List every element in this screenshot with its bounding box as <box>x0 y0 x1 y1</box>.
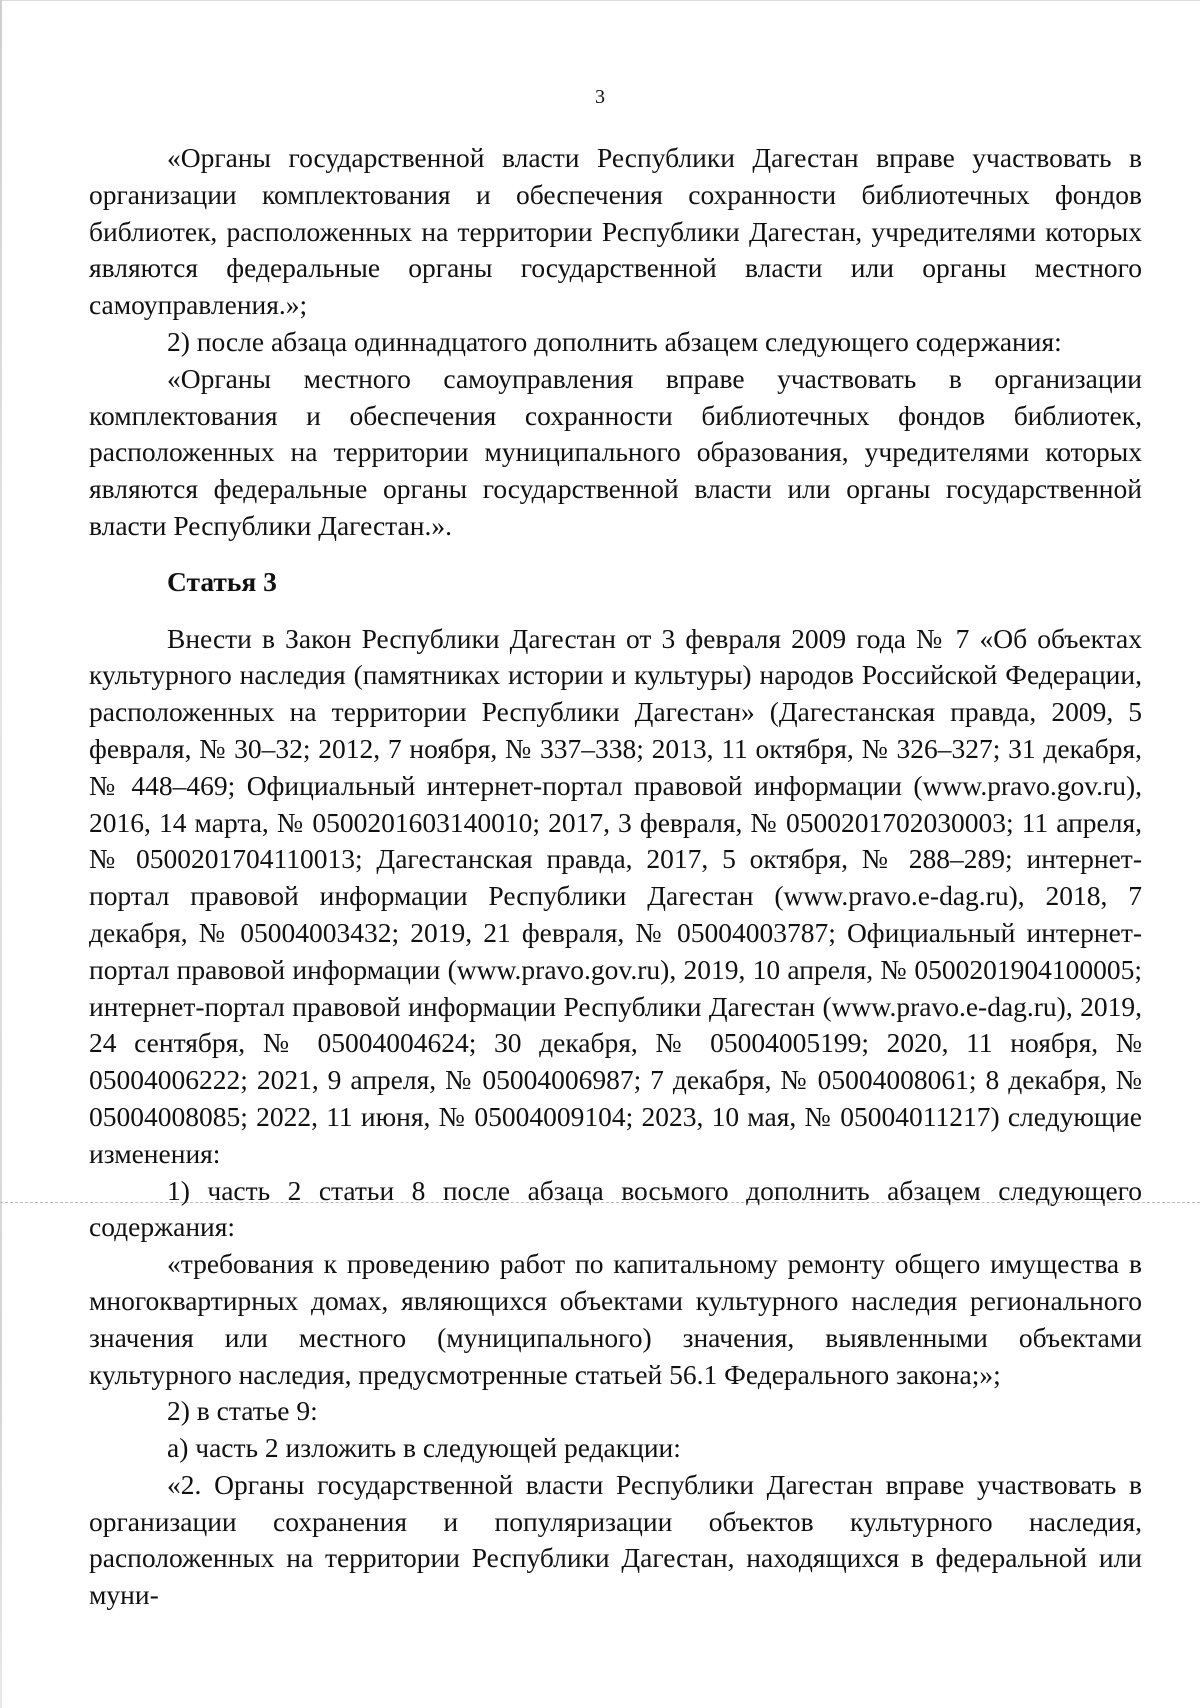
page-number: 3 <box>595 86 605 108</box>
document-body <box>89 140 1142 1614</box>
scan-left-edge <box>0 0 2 1708</box>
paragraph-new-part-2: «2. Органы государственной власти Республики Дагестан вправе участвовать в организации сохранения и популяризации объектов культурного наследия, расположенных на территории Республики Дагестан, находящихся в федеральной или муни- <box>89 1468 1142 1611</box>
paragraph-item-1: 1) часть 2 статьи 8 после абзаца восьмого дополнить абзацем следующего содержания: <box>89 1174 1142 1243</box>
paragraph-article-9: 2) в статье 9: <box>167 1395 318 1427</box>
paragraph-libraries-state: «Органы государственной власти Республики Дагестан вправе участвовать в организации комплектования и обеспечения сохранности библиотечных фондов библиотек, расположенных на территории Республики Дагестан, учредителями которых являются федеральные органы государственной власти или органы местного самоуправления.»; <box>89 142 1142 321</box>
scan-top-edge <box>0 0 1200 1</box>
article-heading: Статья 3 <box>167 565 277 597</box>
paragraph-repair-requirements: «требования к проведению работ по капитальному ремонту общего имущества в многоквартирных домах, являющихся объектами культурного наследия регионального значения или местного (муниципального) значения, выявленными объектами культурного наследия, предусмотренные статьей 56.1 Федерального закона;»; <box>89 1248 1142 1390</box>
paragraph-part-2: а) часть 2 изложить в следующей редакции: <box>167 1432 681 1464</box>
paragraph-libraries-municipal: «Органы местного самоуправления вправе участвовать в организации комплектования и обеспечения сохранности библиотечных фондов библиотек, расположенных на территории муниципального образования, учредителями которых являются федеральные органы государственной власти или органы государственной власти Республики Дагестан.». <box>89 362 1142 541</box>
paragraph-item-2: 2) после абзаца одиннадцатого дополнить абзацем следующего содержания: <box>167 325 1062 357</box>
paragraph-law-amendments: Внести в Закон Республики Дагестан от 3 февраля 2009 года № 7 «Об объектах культурного наследия (памятниках истории и культуры) народов Российской Федерации, расположенных на территории Республики Дагестан» (Дагестанская правда, 2009, 5 февраля, № 30–32; 2012, 7 ноября, № 337–338; 2013, 11 октября, № 326–327; 31 декабря, № 448–469; Официальный интернет-портал правовой информации (www.pravo.gov.ru), 2016, 14 марта, № 0500201603140010; 2017, 3 февраля, № 0500201702030003; 11 апреля, № 0500201704110013; Дагестанская правда, 2017, 5 октября, № 288–289; интернет-портал правовой информации Республики Дагестан (www.pravo.e-dag.ru), 2018, 7 декабря, № 05004003432; 2019, 21 февраля, № 05004003787; Официальный интернет-портал правовой информации (www.pravo.gov.ru), 2019, 10 апреля, № 0500201904100005; интернет-портал правовой информации Республики Дагестан (www.pravo.e-dag.ru), 2019, 24 сентября, № 05004004624; 30 декабря, № 05004005199; 2020, 11 ноября, № 05004006222; 2021, 9 апреля, № 05004006987; 7 декабря, № 05004008061; 8 декабря, № 05004008085; 2022, 11 июня, № 05004009104; 2023, 10 мая, № 05004011217) следующие изменения: <box>89 622 1142 1169</box>
